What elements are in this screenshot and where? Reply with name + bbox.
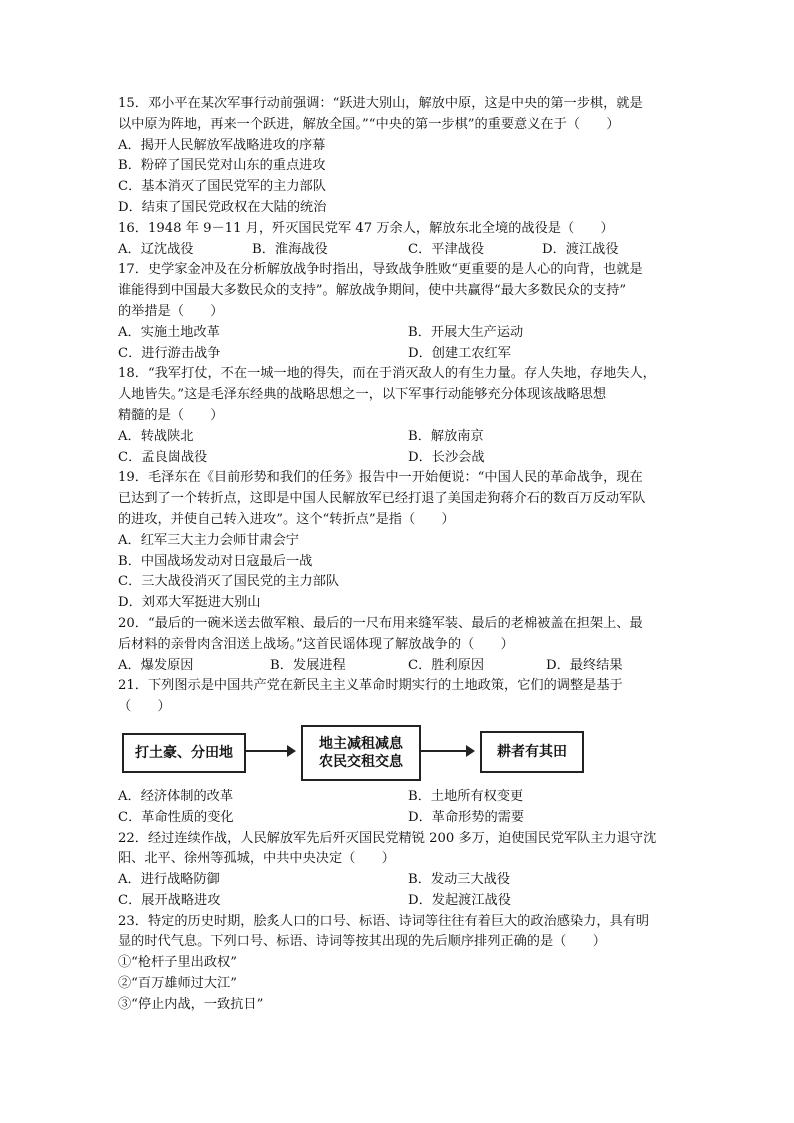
option-b: B．解放南京 <box>408 428 484 444</box>
question-stem-line: 17．史学家金冲及在分析解放战争时指出，导致战争胜败“更重要的是人心的向背，也就是 <box>118 262 643 278</box>
list-item: ①“枪杆子里出政权” <box>118 955 237 971</box>
list-item: ②“百万雄师过大江” <box>118 976 237 992</box>
option-b: B．开展大生产运动 <box>408 324 524 340</box>
list-item: ③“停止内战，一致抗日” <box>118 996 264 1012</box>
question-stem-line: 已达到了一个转折点，这即是中国人民解放军已经打退了美国走狗蒋介石的数百万反动军队 <box>118 491 646 507</box>
option-a: A．辽沈战役 <box>118 241 194 257</box>
option-a: A．揭开人民解放军战略进攻的序幕 <box>118 137 326 153</box>
question-stem-line: 的举措是（ ） <box>118 303 224 319</box>
question-stem-line: 21．下列图示是中国共产党在新民主主义革命时期实行的土地政策，它们的调整是基于 <box>118 678 623 694</box>
options-row <box>118 891 678 912</box>
question-22 <box>118 829 678 912</box>
question-stem-line: 后材料的亲骨肉含泪送上战场。”这首民谣体现了解放战争的（ ） <box>118 636 514 652</box>
question-16 <box>118 219 678 261</box>
option-c: C．进行游击战争 <box>118 345 221 361</box>
question-17 <box>118 260 678 364</box>
question-stem-line: 精髓的是（ ） <box>118 407 224 423</box>
options-row <box>118 240 678 261</box>
option-c: C．展开战略进攻 <box>118 892 221 908</box>
option-a: A．转战陕北 <box>118 428 194 444</box>
question-stem-line: 15．邓小平在某次军事行动前强调：“跃进大别山，解放中原，这是中央的第一步棋，就是 <box>118 96 643 111</box>
arrow-right-icon <box>421 750 473 752</box>
option-c: C．平津战役 <box>408 241 485 257</box>
question-15 <box>118 94 678 219</box>
options-row <box>118 656 678 677</box>
exam-page <box>118 94 678 1016</box>
option-a: A．红军三大主力会师甘肃会宁 <box>118 532 299 548</box>
question-stem-line: 20．“最后的一碗米送去做军粮、最后的一尺布用来缝军装、最后的老棉被盖在担架上、最 <box>118 615 643 631</box>
option-c: C．孟良崮战役 <box>118 449 208 465</box>
option-d: D．最终结果 <box>546 657 623 673</box>
question-stem-line: （ ） <box>118 699 171 715</box>
option-d: D．刘邓大军挺进大别山 <box>118 595 261 611</box>
question-19 <box>118 468 678 614</box>
option-b: B．粉碎了国民党对山东的重点进攻 <box>118 158 326 174</box>
option-a: A．进行战略防御 <box>118 872 220 888</box>
option-d: D．创建工农红军 <box>408 345 511 361</box>
option-b: B．土地所有权变更 <box>408 788 524 804</box>
options-row <box>118 787 678 808</box>
question-stem-line: 18．“我军打仗，不在一城一地的得失，而在于消灭敌人的有生力量。存人失地，存地失人， <box>118 366 656 382</box>
option-a: A．爆发原因 <box>118 657 194 673</box>
question-stem-line: 显的时代气息。下列口号、标语、诗词等按其出现的先后顺序排列正确的是（ ） <box>118 934 606 950</box>
question-23 <box>118 912 678 1016</box>
flow-box-2 <box>301 725 421 781</box>
option-d: D．结束了国民党政权在大陆的统治 <box>118 199 327 215</box>
option-b: B．发展进程 <box>270 657 346 673</box>
option-d: D．渡江战役 <box>542 241 619 257</box>
question-stem-line: 阳、北平、徐州等孤城，中共中央决定（ ） <box>118 851 395 867</box>
flow-box-1: 打土豪、分田地 <box>122 733 246 773</box>
option-c: C．胜利原因 <box>408 657 485 673</box>
question-stem-line: 22．经过连续作战，人民解放军先后歼灭国民党精锐 200 多万，迫使国民党军队主力退守沈 <box>118 830 657 846</box>
option-c: C．革命性质的变化 <box>118 809 234 825</box>
option-b: B．发动三大战役 <box>408 872 511 888</box>
options-row <box>118 427 678 448</box>
options-row <box>118 323 678 344</box>
question-stem-line: 16．1948 年 9－11 月，歼灭国民党军 47 万余人，解放东北全境的战役是（ ） <box>118 220 614 236</box>
question-20 <box>118 614 678 676</box>
option-d: D．长沙会战 <box>408 449 485 465</box>
flow-box-3: 耕者有其田 <box>480 731 584 773</box>
question-21 <box>118 676 678 828</box>
option-d: D．革命形势的需要 <box>408 809 525 825</box>
option-b: B．中国战场发动对日寇最后一战 <box>118 553 313 569</box>
option-c: C．基本消灭了国民党军的主力部队 <box>118 179 326 195</box>
flow-box-2-line-1: 地主减租减息 <box>319 735 403 752</box>
option-a: A．实施土地改革 <box>118 324 220 340</box>
question-stem-line: 19．毛泽东在《目前形势和我们的任务》报告中一开始便说：“中国人民的革命战争，现在 <box>118 470 643 486</box>
question-stem-line: 23．特定的历史时期，脍炙人口的口号、标语、诗词等往往有着巨大的政治感染力，具有明 <box>118 913 650 929</box>
option-c: C．三大战役消灭了国民党的主力部队 <box>118 574 340 590</box>
question-stem-line: 人地皆失。”这是毛泽东经典的战略思想之一，以下军事行动能够充分体现该战略思想 <box>118 387 607 403</box>
land-policy-flowchart <box>118 721 678 785</box>
options-row <box>118 808 678 829</box>
option-d: D．发起渡江战役 <box>408 892 511 908</box>
question-stem-line: 以中原为阵地，再来一个跃进，解放全国。”“中央的第一步棋”的重要意义在于（ ） <box>118 116 620 132</box>
options-row <box>118 870 678 891</box>
arrow-right-icon <box>246 750 294 752</box>
options-row <box>118 344 678 365</box>
question-stem-line: 谁能得到中国最大多数民众的支持”。解放战争期间，使中共赢得“最大多数民众的支持” <box>118 283 627 299</box>
question-18 <box>118 364 678 468</box>
options-row <box>118 448 678 469</box>
option-b: B．淮海战役 <box>252 241 328 257</box>
option-a: A．经济体制的改革 <box>118 788 234 804</box>
question-stem-line: 的进攻，并使自己转入进攻”。这个“转折点”是指（ ） <box>118 511 455 527</box>
flow-box-2-line-2: 农民交租交息 <box>319 753 403 770</box>
